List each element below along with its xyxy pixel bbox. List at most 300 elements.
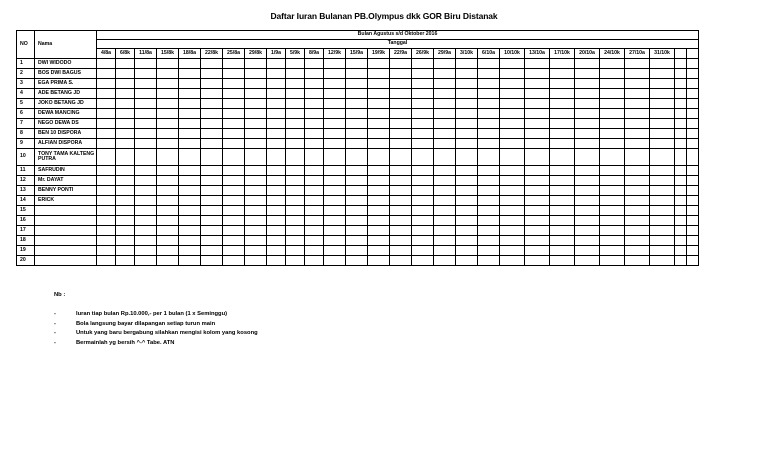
payment-cell[interactable]	[286, 166, 305, 176]
payment-cell[interactable]	[500, 59, 525, 69]
payment-cell[interactable]	[324, 149, 346, 166]
payment-cell[interactable]	[390, 119, 412, 129]
payment-cell[interactable]	[368, 149, 390, 166]
payment-cell[interactable]	[267, 216, 286, 226]
payment-cell[interactable]	[675, 236, 687, 246]
payment-cell[interactable]	[550, 59, 575, 69]
payment-cell[interactable]	[412, 119, 434, 129]
payment-cell[interactable]	[305, 69, 324, 79]
payment-cell[interactable]	[550, 99, 575, 109]
payment-cell[interactable]	[412, 79, 434, 89]
payment-cell[interactable]	[456, 226, 478, 236]
payment-cell[interactable]	[245, 119, 267, 129]
payment-cell[interactable]	[305, 139, 324, 149]
payment-cell[interactable]	[179, 99, 201, 109]
payment-cell[interactable]	[550, 226, 575, 236]
payment-cell[interactable]	[412, 216, 434, 226]
payment-cell[interactable]	[500, 196, 525, 206]
member-name[interactable]	[35, 226, 97, 236]
payment-cell[interactable]	[550, 216, 575, 226]
payment-cell[interactable]	[201, 79, 223, 89]
payment-cell[interactable]	[346, 69, 368, 79]
payment-cell[interactable]	[157, 186, 179, 196]
payment-cell[interactable]	[525, 129, 550, 139]
payment-cell[interactable]	[135, 176, 157, 186]
payment-cell[interactable]	[650, 89, 675, 99]
payment-cell[interactable]	[550, 196, 575, 206]
payment-cell[interactable]	[179, 79, 201, 89]
payment-cell[interactable]	[434, 99, 456, 109]
payment-cell[interactable]	[116, 109, 135, 119]
payment-cell[interactable]	[500, 129, 525, 139]
payment-cell[interactable]	[201, 246, 223, 256]
payment-cell[interactable]	[245, 226, 267, 236]
payment-cell[interactable]	[412, 176, 434, 186]
payment-cell[interactable]	[390, 186, 412, 196]
payment-cell[interactable]	[390, 166, 412, 176]
payment-cell[interactable]	[368, 79, 390, 89]
payment-cell[interactable]	[286, 119, 305, 129]
payment-cell[interactable]	[625, 176, 650, 186]
payment-cell[interactable]	[245, 99, 267, 109]
payment-cell[interactable]	[625, 256, 650, 266]
payment-cell[interactable]	[245, 186, 267, 196]
payment-cell[interactable]	[179, 206, 201, 216]
payment-cell[interactable]	[550, 166, 575, 176]
payment-cell[interactable]	[550, 149, 575, 166]
payment-cell[interactable]	[650, 226, 675, 236]
payment-cell[interactable]	[135, 109, 157, 119]
payment-cell[interactable]	[456, 206, 478, 216]
payment-cell[interactable]	[575, 176, 600, 186]
payment-cell[interactable]	[157, 89, 179, 99]
payment-cell[interactable]	[650, 149, 675, 166]
payment-cell[interactable]	[368, 109, 390, 119]
payment-cell[interactable]	[286, 149, 305, 166]
payment-cell[interactable]	[368, 139, 390, 149]
payment-cell[interactable]	[267, 69, 286, 79]
payment-cell[interactable]	[305, 206, 324, 216]
payment-cell[interactable]	[179, 216, 201, 226]
payment-cell[interactable]	[368, 176, 390, 186]
payment-cell[interactable]	[390, 139, 412, 149]
payment-cell[interactable]	[368, 256, 390, 266]
payment-cell[interactable]	[368, 206, 390, 216]
payment-cell[interactable]	[97, 139, 116, 149]
payment-cell[interactable]	[575, 216, 600, 226]
payment-cell[interactable]	[305, 256, 324, 266]
payment-cell[interactable]	[179, 149, 201, 166]
payment-cell[interactable]	[179, 166, 201, 176]
payment-cell[interactable]	[157, 166, 179, 176]
payment-cell[interactable]	[525, 109, 550, 119]
payment-cell[interactable]	[600, 166, 625, 176]
payment-cell[interactable]	[97, 246, 116, 256]
payment-cell[interactable]	[346, 196, 368, 206]
payment-cell[interactable]	[135, 89, 157, 99]
payment-cell[interactable]	[267, 99, 286, 109]
payment-cell[interactable]	[575, 69, 600, 79]
payment-cell[interactable]	[157, 139, 179, 149]
payment-cell[interactable]	[346, 206, 368, 216]
payment-cell[interactable]	[675, 226, 687, 236]
payment-cell[interactable]	[600, 59, 625, 69]
payment-cell[interactable]	[456, 149, 478, 166]
payment-cell[interactable]	[625, 149, 650, 166]
payment-cell[interactable]	[675, 59, 687, 69]
payment-cell[interactable]	[625, 166, 650, 176]
member-name[interactable]: SAFRUDIN	[35, 166, 97, 176]
payment-cell[interactable]	[525, 246, 550, 256]
payment-cell[interactable]	[245, 59, 267, 69]
payment-cell[interactable]	[550, 186, 575, 196]
payment-cell[interactable]	[500, 79, 525, 89]
payment-cell[interactable]	[500, 89, 525, 99]
payment-cell[interactable]	[223, 129, 245, 139]
payment-cell[interactable]	[625, 216, 650, 226]
payment-cell[interactable]	[412, 226, 434, 236]
payment-cell[interactable]	[675, 149, 687, 166]
payment-cell[interactable]	[346, 79, 368, 89]
payment-cell[interactable]	[245, 176, 267, 186]
payment-cell[interactable]	[223, 236, 245, 246]
payment-cell[interactable]	[478, 99, 500, 109]
payment-cell[interactable]	[550, 129, 575, 139]
payment-cell[interactable]	[346, 216, 368, 226]
payment-cell[interactable]	[456, 119, 478, 129]
payment-cell[interactable]	[286, 236, 305, 246]
payment-cell[interactable]	[267, 256, 286, 266]
payment-cell[interactable]	[223, 186, 245, 196]
payment-cell[interactable]	[245, 79, 267, 89]
payment-cell[interactable]	[650, 256, 675, 266]
payment-cell[interactable]	[675, 89, 687, 99]
payment-cell[interactable]	[575, 226, 600, 236]
payment-cell[interactable]	[305, 236, 324, 246]
payment-cell[interactable]	[575, 109, 600, 119]
payment-cell[interactable]	[267, 129, 286, 139]
payment-cell[interactable]	[687, 119, 699, 129]
payment-cell[interactable]	[286, 59, 305, 69]
payment-cell[interactable]	[223, 99, 245, 109]
payment-cell[interactable]	[324, 216, 346, 226]
payment-cell[interactable]	[600, 89, 625, 99]
payment-cell[interactable]	[157, 206, 179, 216]
payment-cell[interactable]	[412, 196, 434, 206]
payment-cell[interactable]	[525, 69, 550, 79]
payment-cell[interactable]	[500, 119, 525, 129]
payment-cell[interactable]	[550, 89, 575, 99]
payment-cell[interactable]	[135, 226, 157, 236]
payment-cell[interactable]	[116, 69, 135, 79]
payment-cell[interactable]	[179, 89, 201, 99]
payment-cell[interactable]	[368, 236, 390, 246]
payment-cell[interactable]	[179, 246, 201, 256]
payment-cell[interactable]	[434, 246, 456, 256]
payment-cell[interactable]	[478, 129, 500, 139]
payment-cell[interactable]	[223, 109, 245, 119]
payment-cell[interactable]	[675, 256, 687, 266]
payment-cell[interactable]	[179, 236, 201, 246]
payment-cell[interactable]	[305, 226, 324, 236]
payment-cell[interactable]	[223, 246, 245, 256]
payment-cell[interactable]	[305, 176, 324, 186]
payment-cell[interactable]	[324, 79, 346, 89]
payment-cell[interactable]	[245, 89, 267, 99]
payment-cell[interactable]	[97, 129, 116, 139]
payment-cell[interactable]	[412, 246, 434, 256]
payment-cell[interactable]	[201, 89, 223, 99]
payment-cell[interactable]	[390, 206, 412, 216]
payment-cell[interactable]	[286, 246, 305, 256]
payment-cell[interactable]	[324, 166, 346, 176]
payment-cell[interactable]	[478, 206, 500, 216]
payment-cell[interactable]	[625, 206, 650, 216]
payment-cell[interactable]	[97, 89, 116, 99]
payment-cell[interactable]	[324, 246, 346, 256]
payment-cell[interactable]	[286, 89, 305, 99]
payment-cell[interactable]	[687, 149, 699, 166]
payment-cell[interactable]	[116, 226, 135, 236]
payment-cell[interactable]	[412, 129, 434, 139]
payment-cell[interactable]	[600, 236, 625, 246]
payment-cell[interactable]	[368, 59, 390, 69]
payment-cell[interactable]	[650, 129, 675, 139]
payment-cell[interactable]	[675, 216, 687, 226]
payment-cell[interactable]	[116, 129, 135, 139]
payment-cell[interactable]	[324, 59, 346, 69]
payment-cell[interactable]	[575, 79, 600, 89]
payment-cell[interactable]	[650, 59, 675, 69]
payment-cell[interactable]	[157, 149, 179, 166]
payment-cell[interactable]	[223, 149, 245, 166]
payment-cell[interactable]	[456, 176, 478, 186]
payment-cell[interactable]	[245, 166, 267, 176]
payment-cell[interactable]	[525, 89, 550, 99]
payment-cell[interactable]	[245, 69, 267, 79]
member-name[interactable]: BEN 10 DISPORA	[35, 129, 97, 139]
payment-cell[interactable]	[201, 69, 223, 79]
payment-cell[interactable]	[500, 256, 525, 266]
payment-cell[interactable]	[525, 99, 550, 109]
payment-cell[interactable]	[157, 256, 179, 266]
payment-cell[interactable]	[600, 149, 625, 166]
payment-cell[interactable]	[157, 129, 179, 139]
payment-cell[interactable]	[478, 166, 500, 176]
payment-cell[interactable]	[135, 149, 157, 166]
payment-cell[interactable]	[525, 196, 550, 206]
payment-cell[interactable]	[116, 139, 135, 149]
payment-cell[interactable]	[625, 59, 650, 69]
member-name[interactable]: Mr. DAYAT	[35, 176, 97, 186]
payment-cell[interactable]	[687, 196, 699, 206]
payment-cell[interactable]	[346, 236, 368, 246]
payment-cell[interactable]	[650, 69, 675, 79]
payment-cell[interactable]	[223, 59, 245, 69]
payment-cell[interactable]	[687, 69, 699, 79]
member-name[interactable]	[35, 206, 97, 216]
payment-cell[interactable]	[116, 196, 135, 206]
payment-cell[interactable]	[625, 119, 650, 129]
payment-cell[interactable]	[412, 166, 434, 176]
payment-cell[interactable]	[201, 119, 223, 129]
payment-cell[interactable]	[346, 246, 368, 256]
payment-cell[interactable]	[201, 216, 223, 226]
payment-cell[interactable]	[135, 216, 157, 226]
member-name[interactable]	[35, 256, 97, 266]
payment-cell[interactable]	[116, 206, 135, 216]
payment-cell[interactable]	[267, 236, 286, 246]
payment-cell[interactable]	[390, 89, 412, 99]
payment-cell[interactable]	[600, 69, 625, 79]
payment-cell[interactable]	[650, 196, 675, 206]
payment-cell[interactable]	[456, 59, 478, 69]
payment-cell[interactable]	[157, 79, 179, 89]
payment-cell[interactable]	[478, 186, 500, 196]
payment-cell[interactable]	[267, 149, 286, 166]
payment-cell[interactable]	[286, 216, 305, 226]
payment-cell[interactable]	[434, 186, 456, 196]
payment-cell[interactable]	[525, 236, 550, 246]
payment-cell[interactable]	[500, 206, 525, 216]
payment-cell[interactable]	[390, 129, 412, 139]
payment-cell[interactable]	[687, 89, 699, 99]
payment-cell[interactable]	[286, 226, 305, 236]
payment-cell[interactable]	[305, 99, 324, 109]
payment-cell[interactable]	[305, 109, 324, 119]
payment-cell[interactable]	[267, 59, 286, 69]
payment-cell[interactable]	[675, 79, 687, 89]
payment-cell[interactable]	[223, 226, 245, 236]
payment-cell[interactable]	[434, 236, 456, 246]
payment-cell[interactable]	[550, 109, 575, 119]
payment-cell[interactable]	[97, 216, 116, 226]
payment-cell[interactable]	[600, 109, 625, 119]
payment-cell[interactable]	[368, 216, 390, 226]
payment-cell[interactable]	[223, 196, 245, 206]
payment-cell[interactable]	[687, 176, 699, 186]
payment-cell[interactable]	[675, 196, 687, 206]
payment-cell[interactable]	[135, 166, 157, 176]
payment-cell[interactable]	[500, 166, 525, 176]
payment-cell[interactable]	[135, 196, 157, 206]
payment-cell[interactable]	[324, 119, 346, 129]
payment-cell[interactable]	[346, 226, 368, 236]
payment-cell[interactable]	[179, 256, 201, 266]
payment-cell[interactable]	[650, 119, 675, 129]
payment-cell[interactable]	[135, 69, 157, 79]
payment-cell[interactable]	[478, 79, 500, 89]
payment-cell[interactable]	[600, 196, 625, 206]
payment-cell[interactable]	[157, 99, 179, 109]
payment-cell[interactable]	[434, 119, 456, 129]
payment-cell[interactable]	[97, 119, 116, 129]
payment-cell[interactable]	[245, 236, 267, 246]
payment-cell[interactable]	[135, 119, 157, 129]
payment-cell[interactable]	[286, 129, 305, 139]
payment-cell[interactable]	[245, 129, 267, 139]
payment-cell[interactable]	[157, 216, 179, 226]
payment-cell[interactable]	[675, 99, 687, 109]
payment-cell[interactable]	[390, 109, 412, 119]
payment-cell[interactable]	[575, 89, 600, 99]
member-name[interactable]: ADE BETANG JD	[35, 89, 97, 99]
payment-cell[interactable]	[201, 149, 223, 166]
payment-cell[interactable]	[305, 186, 324, 196]
payment-cell[interactable]	[675, 206, 687, 216]
payment-cell[interactable]	[116, 79, 135, 89]
payment-cell[interactable]	[346, 119, 368, 129]
payment-cell[interactable]	[179, 186, 201, 196]
payment-cell[interactable]	[390, 256, 412, 266]
payment-cell[interactable]	[346, 129, 368, 139]
payment-cell[interactable]	[305, 59, 324, 69]
payment-cell[interactable]	[324, 109, 346, 119]
payment-cell[interactable]	[525, 256, 550, 266]
payment-cell[interactable]	[478, 246, 500, 256]
payment-cell[interactable]	[245, 149, 267, 166]
payment-cell[interactable]	[675, 186, 687, 196]
payment-cell[interactable]	[550, 246, 575, 256]
payment-cell[interactable]	[179, 69, 201, 79]
payment-cell[interactable]	[286, 109, 305, 119]
payment-cell[interactable]	[267, 176, 286, 186]
payment-cell[interactable]	[500, 186, 525, 196]
member-name[interactable]: ERICK	[35, 196, 97, 206]
payment-cell[interactable]	[687, 99, 699, 109]
payment-cell[interactable]	[650, 206, 675, 216]
payment-cell[interactable]	[550, 119, 575, 129]
payment-cell[interactable]	[650, 139, 675, 149]
payment-cell[interactable]	[478, 59, 500, 69]
payment-cell[interactable]	[116, 119, 135, 129]
payment-cell[interactable]	[286, 79, 305, 89]
payment-cell[interactable]	[625, 109, 650, 119]
payment-cell[interactable]	[675, 246, 687, 256]
payment-cell[interactable]	[687, 186, 699, 196]
payment-cell[interactable]	[267, 196, 286, 206]
payment-cell[interactable]	[478, 216, 500, 226]
payment-cell[interactable]	[412, 59, 434, 69]
payment-cell[interactable]	[687, 256, 699, 266]
payment-cell[interactable]	[324, 206, 346, 216]
payment-cell[interactable]	[434, 256, 456, 266]
payment-cell[interactable]	[687, 79, 699, 89]
payment-cell[interactable]	[525, 166, 550, 176]
payment-cell[interactable]	[550, 69, 575, 79]
payment-cell[interactable]	[324, 99, 346, 109]
payment-cell[interactable]	[456, 196, 478, 206]
payment-cell[interactable]	[600, 119, 625, 129]
member-name[interactable]: BENNY PONTI	[35, 186, 97, 196]
payment-cell[interactable]	[201, 236, 223, 246]
payment-cell[interactable]	[575, 99, 600, 109]
payment-cell[interactable]	[434, 139, 456, 149]
payment-cell[interactable]	[267, 226, 286, 236]
payment-cell[interactable]	[157, 59, 179, 69]
payment-cell[interactable]	[116, 99, 135, 109]
member-name[interactable]: EGA PRIMA S.	[35, 79, 97, 89]
payment-cell[interactable]	[600, 216, 625, 226]
payment-cell[interactable]	[116, 89, 135, 99]
payment-cell[interactable]	[179, 226, 201, 236]
payment-cell[interactable]	[456, 246, 478, 256]
payment-cell[interactable]	[575, 206, 600, 216]
payment-cell[interactable]	[267, 246, 286, 256]
payment-cell[interactable]	[223, 139, 245, 149]
payment-cell[interactable]	[223, 89, 245, 99]
payment-cell[interactable]	[650, 166, 675, 176]
